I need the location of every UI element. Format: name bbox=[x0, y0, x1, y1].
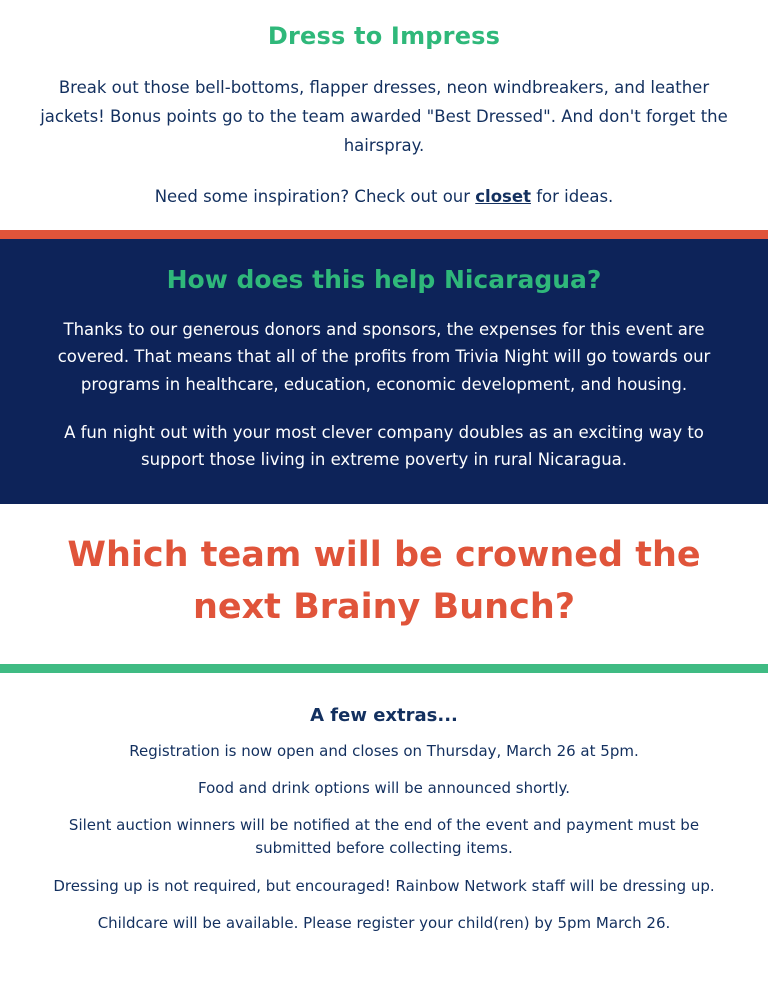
dress-to-impress-section bbox=[0, 0, 768, 230]
dress-section-paragraph-2 bbox=[40, 183, 728, 212]
extras-line: Dressing up is not required, but encouraged! Rainbow Network staff will be dressing up. bbox=[53, 876, 715, 895]
green-divider bbox=[0, 664, 768, 673]
extras-heading: A few extras... bbox=[310, 704, 458, 726]
dress-section-paragraph-1: Break out those bell-bottoms, flapper dresses, neon windbreakers, and leather jackets! Bonus points go to the team awarded "Best Dressed". And don't forget the hairspray. bbox=[40, 78, 728, 155]
extras-line: Registration is now open and closes on Thursday, March 26 at 5pm. bbox=[129, 741, 639, 760]
inspiration-text-after-link: for ideas. bbox=[530, 186, 614, 206]
inspiration-text-before-link: Need some inspiration? Check out our bbox=[154, 186, 476, 206]
extras-line: Food and drink options will be announced shortly. bbox=[198, 778, 570, 797]
nicaragua-section bbox=[0, 239, 768, 505]
extras-line: Silent auction winners will be notified at the end of the event and payment must be submitted before collecting items. bbox=[68, 816, 700, 858]
extras-section bbox=[0, 673, 768, 950]
nicaragua-paragraph-1: Thanks to our generous donors and sponsors, the expenses for this event are covered. That means that all of the profits from Trivia Night will go towards our programs in healthcare, education, economic development, and housing. bbox=[57, 319, 711, 394]
nicaragua-paragraph-2: A fun night out with your most clever company doubles as an exciting way to support those living in extreme poverty in rural Nicaragua. bbox=[64, 422, 704, 470]
dress-section-heading: Dress to Impress bbox=[267, 22, 501, 50]
nicaragua-section-heading: How does this help Nicaragua? bbox=[166, 264, 602, 294]
brainy-bunch-heading: Which team will be crowned the next Brainy Bunch? bbox=[67, 535, 701, 627]
closet-link[interactable]: closet bbox=[475, 186, 531, 206]
orange-divider bbox=[0, 230, 768, 239]
extras-line: Childcare will be available. Please register your child(ren) by 5pm March 26. bbox=[97, 913, 671, 932]
brainy-bunch-section bbox=[0, 504, 768, 664]
